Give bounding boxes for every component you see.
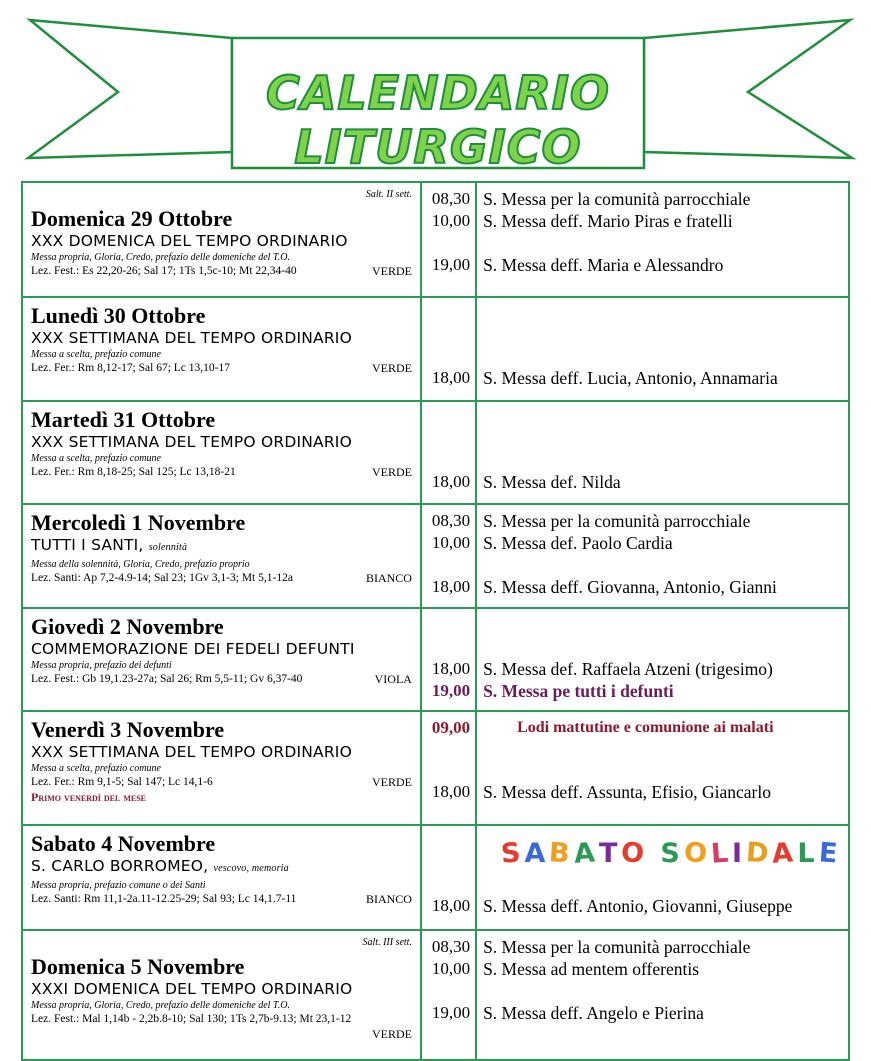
title-banner bbox=[0, 0, 871, 178]
liturgical-color: VERDE bbox=[371, 465, 412, 479]
mass-rubric: Messa propria, prefazio comune o dei Santi bbox=[31, 880, 206, 891]
event-list bbox=[477, 826, 848, 929]
day-info bbox=[23, 712, 420, 824]
event-time: 10,00 bbox=[431, 533, 471, 552]
time-list bbox=[422, 609, 475, 710]
readings-text: Lez. Fer.: Rm 8,12-17; Sal 67; Lc 13,10-17 bbox=[31, 362, 230, 374]
time-cell bbox=[421, 182, 476, 297]
event-time: 10,00 bbox=[431, 211, 471, 230]
event-cell bbox=[476, 930, 849, 1060]
event-time: 18,00 bbox=[431, 659, 471, 678]
event-description: S. Messa def. Raffaela Atzeni (trigesimo) bbox=[483, 659, 773, 679]
time-cell bbox=[421, 504, 476, 608]
event-description: S. Messa def. Nilda bbox=[483, 472, 621, 492]
event-description: S. Messa deff. Giovanna, Antonio, Gianni bbox=[483, 577, 777, 597]
readings bbox=[31, 571, 412, 586]
event-list bbox=[477, 931, 848, 1059]
event-description: S. Messa def. Paolo Cardia bbox=[483, 533, 673, 553]
day-row bbox=[22, 182, 849, 297]
day-row bbox=[22, 608, 849, 711]
celebration bbox=[31, 639, 412, 659]
celebration bbox=[31, 742, 412, 762]
time-cell bbox=[421, 930, 476, 1060]
readings bbox=[31, 264, 412, 279]
event-time: 08,30 bbox=[431, 511, 471, 530]
time-list bbox=[422, 298, 475, 400]
event-time: 09,00 bbox=[431, 718, 471, 737]
event-description: S. Messa deff. Mario Piras e fratelli bbox=[483, 211, 733, 231]
day-name: Sabato 4 Novembre bbox=[31, 831, 216, 856]
readings bbox=[31, 1012, 412, 1027]
event-description: S. Messa ad mentem offerentis bbox=[483, 959, 700, 979]
day-cell bbox=[22, 608, 421, 711]
event-description: Lodi mattutine e comunione ai malati bbox=[517, 719, 774, 736]
celebration-title: COMMEMORAZIONE DEI FEDELI DEFUNTI bbox=[31, 640, 355, 658]
day-cell bbox=[22, 711, 421, 825]
event-description: S. Messa deff. Lucia, Antonio, Annamaria bbox=[483, 368, 778, 388]
readings bbox=[31, 465, 412, 480]
readings-text: Lez. Fest.: Mal 1,14b - 2,2b.8-10; Sal 130; 1Ts 2,7b-9.13; Mt 23,1-12 bbox=[31, 1013, 352, 1025]
event-cell bbox=[476, 825, 849, 930]
liturgical-color: BIANCO bbox=[365, 892, 412, 906]
event-list bbox=[477, 298, 848, 400]
celebration-title: S. CARLO BORROMEO, bbox=[31, 857, 209, 875]
day-info bbox=[23, 931, 420, 1059]
day-name: Giovedì 2 Novembre bbox=[31, 614, 224, 639]
day-name: Martedì 31 Ottobre bbox=[31, 407, 216, 432]
event-description: S. Messa pe tutti i defunti bbox=[483, 681, 674, 701]
celebration-title: XXXI DOMENICA DEL TEMPO ORDINARIO bbox=[31, 980, 353, 998]
time-cell bbox=[421, 608, 476, 711]
event-list bbox=[477, 505, 848, 607]
day-row bbox=[22, 401, 849, 504]
time-cell bbox=[421, 401, 476, 504]
celebration bbox=[31, 856, 412, 879]
day-cell bbox=[22, 930, 421, 1060]
celebration bbox=[31, 328, 412, 348]
day-info bbox=[23, 402, 420, 503]
readings bbox=[31, 775, 412, 790]
readings bbox=[31, 892, 412, 907]
event-cell bbox=[476, 711, 849, 825]
event-description: S. Messa deff. Assunta, Efisio, Giancarlo bbox=[483, 782, 771, 802]
celebration bbox=[31, 231, 412, 251]
celebration-rank: vescovo, memoria bbox=[213, 863, 289, 874]
day-row bbox=[22, 825, 849, 930]
day-name: Domenica 29 Ottobre bbox=[31, 206, 233, 231]
day-row bbox=[22, 930, 849, 1060]
liturgical-color: BIANCO bbox=[365, 571, 412, 585]
event-time: 18,00 bbox=[431, 368, 471, 387]
day-info bbox=[23, 298, 420, 400]
event-list bbox=[477, 183, 848, 296]
event-time: 08,30 bbox=[431, 937, 471, 956]
day-info bbox=[23, 505, 420, 607]
event-cell bbox=[476, 504, 849, 608]
day-name: Domenica 5 Novembre bbox=[31, 954, 245, 979]
readings-text: Lez. Santi: Rm 11,1-2a.11-12.25-29; Sal 93; Lc 14,1.7-11 bbox=[31, 893, 297, 905]
event-description: S. Messa per la comunità parrocchiale bbox=[483, 937, 751, 957]
event-time: 19,00 bbox=[431, 681, 471, 700]
time-list bbox=[422, 712, 475, 824]
readings-text: Lez. Fest.: Gb 19,1.23-27a; Sal 26; Rm 5,5-11; Gv 6,37-40 bbox=[31, 673, 303, 685]
time-cell bbox=[421, 711, 476, 825]
page-title: CALENDARIO LITURGICO bbox=[265, 66, 611, 174]
event-time: 18,00 bbox=[431, 896, 471, 915]
liturgical-color: VIOLA bbox=[374, 672, 412, 686]
time-cell bbox=[421, 825, 476, 930]
mass-rubric: Messa a scelta, prefazio comune bbox=[31, 453, 161, 464]
event-time: 18,00 bbox=[431, 782, 471, 801]
event-time: 19,00 bbox=[431, 1003, 471, 1022]
day-row bbox=[22, 297, 849, 401]
day-name: Mercoledì 1 Novembre bbox=[31, 510, 246, 535]
mass-rubric: Messa a scelta, prefazio comune bbox=[31, 349, 161, 360]
readings-text: Lez. Fest.: Es 22,20-26; Sal 17; 1Ts 1,5c-10; Mt 22,34-40 bbox=[31, 265, 297, 277]
time-list bbox=[422, 931, 475, 1059]
readings-text: Lez. Fer.: Rm 9,1-5; Sal 147; Lc 14,1-6 bbox=[31, 776, 213, 788]
celebration-title: XXX DOMENICA DEL TEMPO ORDINARIO bbox=[31, 232, 348, 250]
calendar-table bbox=[21, 181, 850, 1061]
liturgical-color: VERDE bbox=[371, 1027, 412, 1041]
celebration-title: TUTTI I SANTI, bbox=[31, 536, 144, 554]
time-cell bbox=[421, 297, 476, 401]
event-time: 18,00 bbox=[431, 577, 471, 596]
time-list bbox=[422, 402, 475, 503]
liturgical-color: VERDE bbox=[371, 361, 412, 375]
day-info bbox=[23, 609, 420, 710]
day-cell bbox=[22, 297, 421, 401]
event-list bbox=[477, 402, 848, 503]
celebration-title: XXX SETTIMANA DEL TEMPO ORDINARIO bbox=[31, 433, 352, 451]
celebration-title: XXX SETTIMANA DEL TEMPO ORDINARIO bbox=[31, 743, 352, 761]
liturgical-color: VERDE bbox=[371, 264, 412, 278]
day-cell bbox=[22, 825, 421, 930]
readings bbox=[31, 361, 412, 376]
event-description: S. Messa deff. Maria e Alessandro bbox=[483, 255, 724, 275]
event-cell bbox=[476, 608, 849, 711]
psalter-week: Salt. III sett. bbox=[362, 937, 412, 948]
readings-text: Lez. Santi: Ap 7,2-4.9-14; Sal 23; 1Gv 3,1-3; Mt 5,1-12a bbox=[31, 572, 293, 584]
psalter-week: Salt. II sett. bbox=[365, 189, 412, 200]
event-time: 08,30 bbox=[431, 189, 471, 208]
liturgical-color: VERDE bbox=[371, 775, 412, 789]
event-time: 19,00 bbox=[431, 255, 471, 274]
day-info bbox=[23, 826, 420, 929]
event-time: 18,00 bbox=[431, 472, 471, 491]
readings bbox=[31, 672, 412, 687]
day-name: Venerdì 3 Novembre bbox=[31, 717, 225, 742]
sabato-solidale-logo: SABATO SOLIDALE bbox=[500, 837, 843, 870]
time-list bbox=[422, 505, 475, 607]
day-cell bbox=[22, 504, 421, 608]
mass-rubric: Messa propria, Gloria, Credo, prefazio delle domeniche del T.O. bbox=[31, 252, 290, 263]
event-list bbox=[477, 609, 848, 710]
mass-rubric: Messa della solennità, Gloria, Credo, prefazio proprio bbox=[31, 559, 250, 570]
day-cell bbox=[22, 182, 421, 297]
readings-text: Lez. Fer.: Rm 8,18-25; Sal 125; Lc 13,18-21 bbox=[31, 466, 236, 478]
event-description: S. Messa per la comunità parrocchiale bbox=[483, 189, 751, 209]
day-note: Primo venerdì del mese bbox=[31, 790, 147, 804]
event-cell bbox=[476, 401, 849, 504]
event-time: 10,00 bbox=[431, 959, 471, 978]
mass-rubric: Messa propria, Gloria, Credo, prefazio delle domeniche del T.O. bbox=[31, 1000, 290, 1011]
celebration bbox=[31, 535, 412, 558]
day-row bbox=[22, 504, 849, 608]
time-list bbox=[422, 826, 475, 929]
time-list bbox=[422, 183, 475, 296]
mass-rubric: Messa propria, prefazio dei defunti bbox=[31, 660, 172, 671]
day-info bbox=[23, 183, 420, 296]
celebration bbox=[31, 432, 412, 452]
event-list bbox=[477, 712, 848, 824]
day-cell bbox=[22, 401, 421, 504]
celebration-title: XXX SETTIMANA DEL TEMPO ORDINARIO bbox=[31, 329, 352, 347]
mass-rubric: Messa a scelta, prefazio comune bbox=[31, 763, 161, 774]
event-description: S. Messa per la comunità parrocchiale bbox=[483, 511, 751, 531]
celebration bbox=[31, 979, 412, 999]
event-description: S. Messa deff. Antonio, Giovanni, Giuseppe bbox=[483, 896, 793, 916]
event-cell bbox=[476, 182, 849, 297]
day-row bbox=[22, 711, 849, 825]
day-name: Lunedì 30 Ottobre bbox=[31, 303, 206, 328]
event-description: S. Messa deff. Angelo e Pierina bbox=[483, 1003, 704, 1023]
celebration-rank: solennità bbox=[148, 542, 188, 553]
event-cell bbox=[476, 297, 849, 401]
